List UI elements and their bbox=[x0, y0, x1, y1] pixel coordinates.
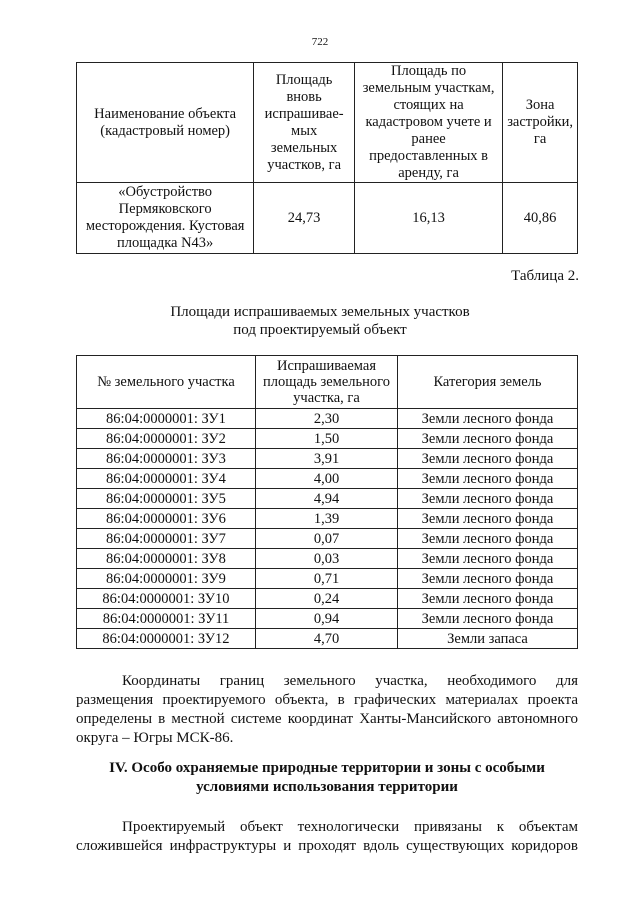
cell-plot-number: 86:04:0000001: ЗУ9 bbox=[77, 569, 256, 589]
cell-land-category: Земли лесного фонда bbox=[398, 429, 578, 449]
land-plots-table bbox=[76, 355, 578, 649]
table-row bbox=[77, 409, 578, 429]
table-row bbox=[77, 629, 578, 649]
cell-land-category: Земли лесного фонда bbox=[398, 549, 578, 569]
cell-requested-area: 0,24 bbox=[256, 589, 398, 609]
paragraph-line: сложившейся инфраструктуры и проходят вдоль существующих коридоров bbox=[76, 838, 578, 854]
cell-plot-number: 86:04:0000001: ЗУ6 bbox=[77, 509, 256, 529]
cell-registered-area: 16,13 bbox=[354, 183, 502, 254]
object-area-table bbox=[76, 62, 578, 254]
cell-land-category: Земли лесного фонда bbox=[398, 409, 578, 429]
table-row bbox=[77, 469, 578, 489]
cell-requested-area: 3,91 bbox=[256, 449, 398, 469]
page-number: 722 bbox=[311, 36, 329, 48]
table-row bbox=[77, 609, 578, 629]
cell-plot-number: 86:04:0000001: ЗУ3 bbox=[77, 449, 256, 469]
table-header-row bbox=[77, 356, 578, 409]
cell-requested-area: 0,94 bbox=[256, 609, 398, 629]
table-row bbox=[77, 509, 578, 529]
infrastructure-paragraph bbox=[76, 818, 578, 856]
cell-land-category: Земли лесного фонда bbox=[398, 469, 578, 489]
cell-requested-area: 4,70 bbox=[256, 629, 398, 649]
cell-land-category: Земли лесного фонда bbox=[398, 589, 578, 609]
table-header-row bbox=[77, 63, 578, 183]
paragraph-line: определены в местной системе координат Ханты-Мансийского автономного bbox=[76, 711, 578, 727]
cell-requested-area: 1,39 bbox=[256, 509, 398, 529]
cell-zone: 40,86 bbox=[503, 183, 578, 254]
table-title-line: Площади испрашиваемых земельных участков bbox=[170, 304, 470, 320]
cell-object-name: «Обустройство Пермяковского месторождения. Кустовая площадка N43» bbox=[77, 183, 254, 254]
cell-plot-number: 86:04:0000001: ЗУ10 bbox=[77, 589, 256, 609]
paragraph-line: Координаты границ земельного участка, необходимого для bbox=[122, 673, 578, 689]
table-title-line: под проектируемый объект bbox=[233, 322, 407, 338]
header-land-category: Категория земель bbox=[398, 356, 578, 409]
header-plot-number: № земельного участка bbox=[77, 356, 256, 409]
paragraph-line: Проектируемый объект технологически привязаны к объектам bbox=[122, 819, 578, 835]
header-zone: Зона застройки, га bbox=[503, 63, 578, 183]
cell-plot-number: 86:04:0000001: ЗУ1 bbox=[77, 409, 256, 429]
coordinates-paragraph bbox=[76, 672, 578, 748]
header-new-area: Площадь вновь испрашивае-мых земельных участков, га bbox=[254, 63, 355, 183]
cell-plot-number: 86:04:0000001: ЗУ12 bbox=[77, 629, 256, 649]
cell-plot-number: 86:04:0000001: ЗУ2 bbox=[77, 429, 256, 449]
cell-land-category: Земли лесного фонда bbox=[398, 449, 578, 469]
table-row bbox=[77, 429, 578, 449]
paragraph-line: размещения проектируемого объекта, в графических материалах проекта bbox=[76, 692, 578, 708]
cell-land-category: Земли лесного фонда bbox=[398, 489, 578, 509]
cell-plot-number: 86:04:0000001: ЗУ5 bbox=[77, 489, 256, 509]
cell-plot-number: 86:04:0000001: ЗУ11 bbox=[77, 609, 256, 629]
header-object-name: Наименование объекта (кадастровый номер) bbox=[77, 63, 254, 183]
section-heading-line: IV. Особо охраняемые природные территории и зоны с особыми bbox=[109, 760, 545, 776]
cell-land-category: Земли лесного фонда bbox=[398, 529, 578, 549]
cell-requested-area: 0,71 bbox=[256, 569, 398, 589]
table-row bbox=[77, 589, 578, 609]
section-heading bbox=[76, 759, 578, 797]
cell-land-category: Земли запаса bbox=[398, 629, 578, 649]
cell-requested-area: 0,07 bbox=[256, 529, 398, 549]
table-row bbox=[77, 489, 578, 509]
table-row bbox=[77, 183, 578, 254]
cell-requested-area: 0,03 bbox=[256, 549, 398, 569]
cell-land-category: Земли лесного фонда bbox=[398, 509, 578, 529]
table-label: Таблица 2. bbox=[511, 268, 579, 284]
cell-plot-number: 86:04:0000001: ЗУ7 bbox=[77, 529, 256, 549]
paragraph-line: округа – Югры МСК-86. bbox=[76, 730, 234, 746]
header-requested-area: Испрашиваемая площадь земельного участка, га bbox=[256, 356, 398, 409]
table-row bbox=[77, 529, 578, 549]
cell-requested-area: 1,50 bbox=[256, 429, 398, 449]
cell-new-area: 24,73 bbox=[254, 183, 355, 254]
cell-plot-number: 86:04:0000001: ЗУ8 bbox=[77, 549, 256, 569]
cell-plot-number: 86:04:0000001: ЗУ4 bbox=[77, 469, 256, 489]
table-row bbox=[77, 549, 578, 569]
cell-land-category: Земли лесного фонда bbox=[398, 609, 578, 629]
cell-land-category: Земли лесного фонда bbox=[398, 569, 578, 589]
section-heading-line: условиями использования территории bbox=[196, 779, 458, 795]
cell-requested-area: 4,94 bbox=[256, 489, 398, 509]
cell-requested-area: 4,00 bbox=[256, 469, 398, 489]
table-title bbox=[0, 303, 640, 339]
header-registered-area: Площадь по земельным участкам, стоящих на кадастровом учете и ранее предоставленных в аренду, га bbox=[354, 63, 502, 183]
table-row bbox=[77, 569, 578, 589]
cell-requested-area: 2,30 bbox=[256, 409, 398, 429]
table-row bbox=[77, 449, 578, 469]
